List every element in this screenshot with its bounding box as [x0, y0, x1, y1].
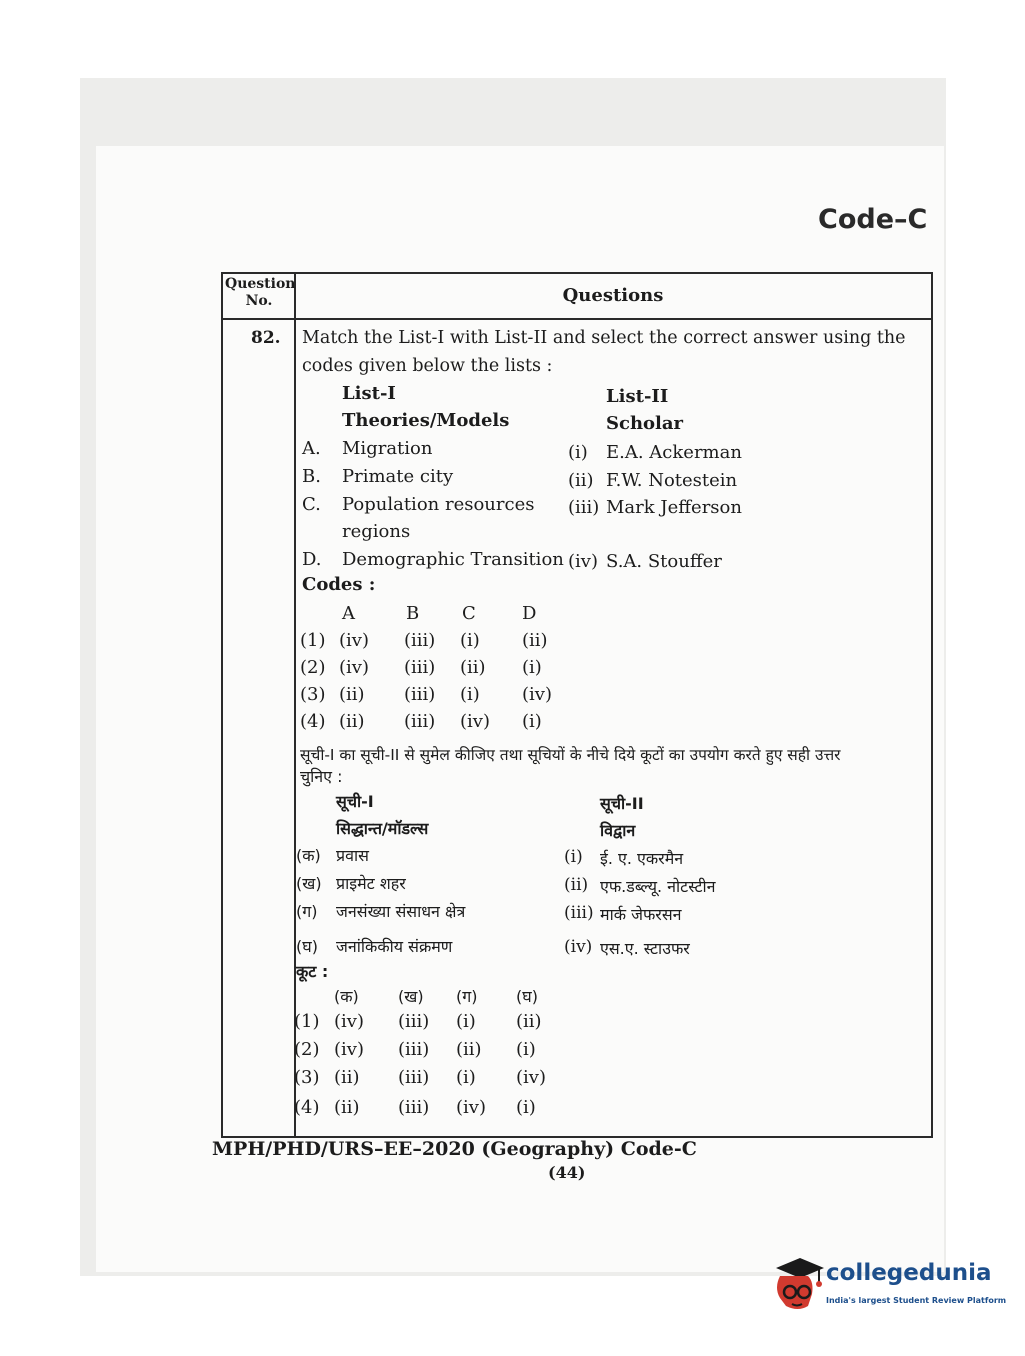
option-value: (i) — [460, 630, 480, 651]
header-question-no: Question No. — [225, 276, 296, 309]
codes-header: C — [462, 603, 476, 624]
hindi-list2-item: ई. ए. एकरमैन — [600, 849, 684, 868]
hindi-option-value: (iii) — [398, 1039, 430, 1060]
hindi-list1-key: (ख) — [296, 874, 322, 893]
hindi-option-value: (iv) — [516, 1067, 546, 1088]
hindi-codes-header: (ख) — [398, 987, 424, 1006]
list1-title: List-I — [342, 383, 396, 404]
option-value: (ii) — [339, 684, 365, 705]
option-value: (iii) — [404, 657, 436, 678]
list1-item-continued: regions — [342, 521, 411, 542]
hindi-list2-subtitle: विद्वान — [600, 821, 636, 840]
list1-key: B. — [302, 466, 321, 487]
hindi-question-line1: सूची-I का सूची-II से सुमेल कीजिए तथा सूचियों के नीचे दिये कूटों का उपयोग करते हुए सही उत्तर — [300, 746, 841, 764]
list2-item: F.W. Notestein — [606, 470, 738, 491]
paper-code: Code–C — [818, 204, 928, 235]
list1-key: A. — [302, 438, 321, 459]
option-value: (ii) — [339, 711, 365, 732]
option-value: (i) — [460, 684, 480, 705]
option-number: (3) — [300, 684, 326, 705]
hindi-option-value: (i) — [516, 1039, 536, 1060]
list2-title: List-II — [606, 386, 669, 407]
list2-subtitle: Scholar — [606, 413, 684, 434]
list2-num: (i) — [568, 442, 588, 463]
hindi-option-value: (iv) — [334, 1011, 364, 1032]
list2-item: S.A. Stouffer — [606, 551, 722, 572]
hindi-option-number: (3) — [294, 1067, 320, 1088]
collegedunia-logo[interactable] — [766, 1252, 1007, 1322]
option-number: (4) — [300, 711, 326, 732]
hindi-list2-item: मार्क जेफरसन — [600, 905, 682, 924]
hindi-list1-subtitle: सिद्धान्त/मॉडल्स — [336, 819, 429, 838]
hindi-question-line2: चुनिए : — [300, 767, 343, 786]
logo-wordmark: collegedunia — [826, 1260, 992, 1286]
hindi-option-value: (ii) — [334, 1097, 360, 1118]
option-value: (iv) — [522, 684, 552, 705]
hindi-list1-key: (क) — [296, 846, 321, 865]
option-value: (ii) — [522, 630, 548, 651]
codes-header: A — [342, 603, 355, 624]
list1-item: Population resources — [342, 494, 535, 515]
list1-subtitle: Theories/Models — [342, 410, 510, 431]
question-text-line1: Match the List-I with List-II and select the correct answer using the — [302, 328, 906, 348]
hindi-codes-header: (ग) — [456, 987, 478, 1006]
option-value: (iii) — [404, 630, 436, 651]
hindi-option-value: (i) — [456, 1011, 476, 1032]
hindi-option-value: (iv) — [334, 1039, 364, 1060]
list2-item: Mark Jefferson — [606, 497, 742, 518]
hindi-list2-num: (ii) — [564, 875, 589, 895]
page-number: (44) — [548, 1163, 586, 1182]
hindi-option-value: (iii) — [398, 1011, 430, 1032]
hindi-list1-item: जनांकिकीय संक्रमण — [336, 937, 453, 956]
hindi-option-value: (i) — [456, 1067, 476, 1088]
hindi-option-value: (ii) — [456, 1039, 482, 1060]
hindi-option-number: (2) — [294, 1039, 320, 1060]
option-number: (2) — [300, 657, 326, 678]
hindi-codes-label: कूट : — [296, 962, 329, 981]
hindi-codes-header: (घ) — [516, 987, 538, 1006]
hindi-list1-title: सूची-I — [336, 792, 374, 811]
hindi-list1-item: प्रवास — [336, 846, 369, 865]
hindi-codes-header: (क) — [334, 987, 359, 1006]
option-value: (ii) — [460, 657, 486, 678]
option-value: (iii) — [404, 711, 436, 732]
option-value: (iv) — [339, 657, 369, 678]
hindi-list2-item: एफ.डब्ल्यू. नोटस्टीन — [600, 877, 716, 896]
logo-tagline: India's largest Student Review Platform — [826, 1296, 1007, 1305]
list2-num: (iii) — [568, 497, 600, 518]
list1-key: D. — [302, 549, 322, 570]
option-value: (i) — [522, 711, 542, 732]
list2-num: (iv) — [568, 551, 598, 572]
option-number: (1) — [300, 630, 326, 651]
hindi-option-number: (1) — [294, 1011, 320, 1032]
codes-header: D — [522, 603, 537, 624]
list1-item: Demographic Transition — [342, 549, 564, 570]
hindi-list1-key: (घ) — [296, 937, 318, 956]
hindi-option-number: (4) — [294, 1097, 320, 1118]
hindi-list2-item: एस.ए. स्टाउफर — [600, 939, 690, 958]
hindi-list2-num: (iv) — [564, 937, 593, 957]
option-value: (i) — [522, 657, 542, 678]
page-footer: MPH/PHD/URS–EE–2020 (Geography) Code-C — [212, 1138, 697, 1160]
list2-item: E.A. Ackerman — [606, 442, 742, 463]
list1-item: Primate city — [342, 466, 454, 487]
hindi-option-value: (iii) — [398, 1097, 430, 1118]
option-value: (iv) — [460, 711, 490, 732]
option-value: (iii) — [404, 684, 436, 705]
question-table — [221, 272, 933, 1138]
column-divider — [294, 274, 296, 1136]
hindi-list2-num: (iii) — [564, 903, 594, 923]
header-questions: Questions — [562, 285, 664, 306]
header-divider — [223, 318, 931, 320]
hindi-option-value: (i) — [516, 1097, 536, 1118]
option-value: (iv) — [339, 630, 369, 651]
codes-label: Codes : — [302, 574, 376, 595]
graduate-mascot-icon — [766, 1254, 826, 1316]
list1-key: C. — [302, 494, 321, 515]
hindi-list2-title: सूची-II — [600, 794, 644, 813]
hindi-list1-item: प्राइमेट शहर — [336, 874, 406, 893]
list2-num: (ii) — [568, 470, 594, 491]
list1-item: Migration — [342, 438, 433, 459]
hindi-option-value: (ii) — [516, 1011, 542, 1032]
question-text-line2: codes given below the lists : — [302, 356, 553, 376]
hindi-list2-num: (i) — [564, 847, 583, 867]
codes-header: B — [406, 603, 420, 624]
hindi-option-value: (iii) — [398, 1067, 430, 1088]
question-number: 82. — [251, 328, 281, 348]
hindi-option-value: (iv) — [456, 1097, 486, 1118]
hindi-option-value: (ii) — [334, 1067, 360, 1088]
hindi-list1-item: जनसंख्या संसाधन क्षेत्र — [336, 902, 466, 921]
hindi-list1-key: (ग) — [296, 902, 318, 921]
